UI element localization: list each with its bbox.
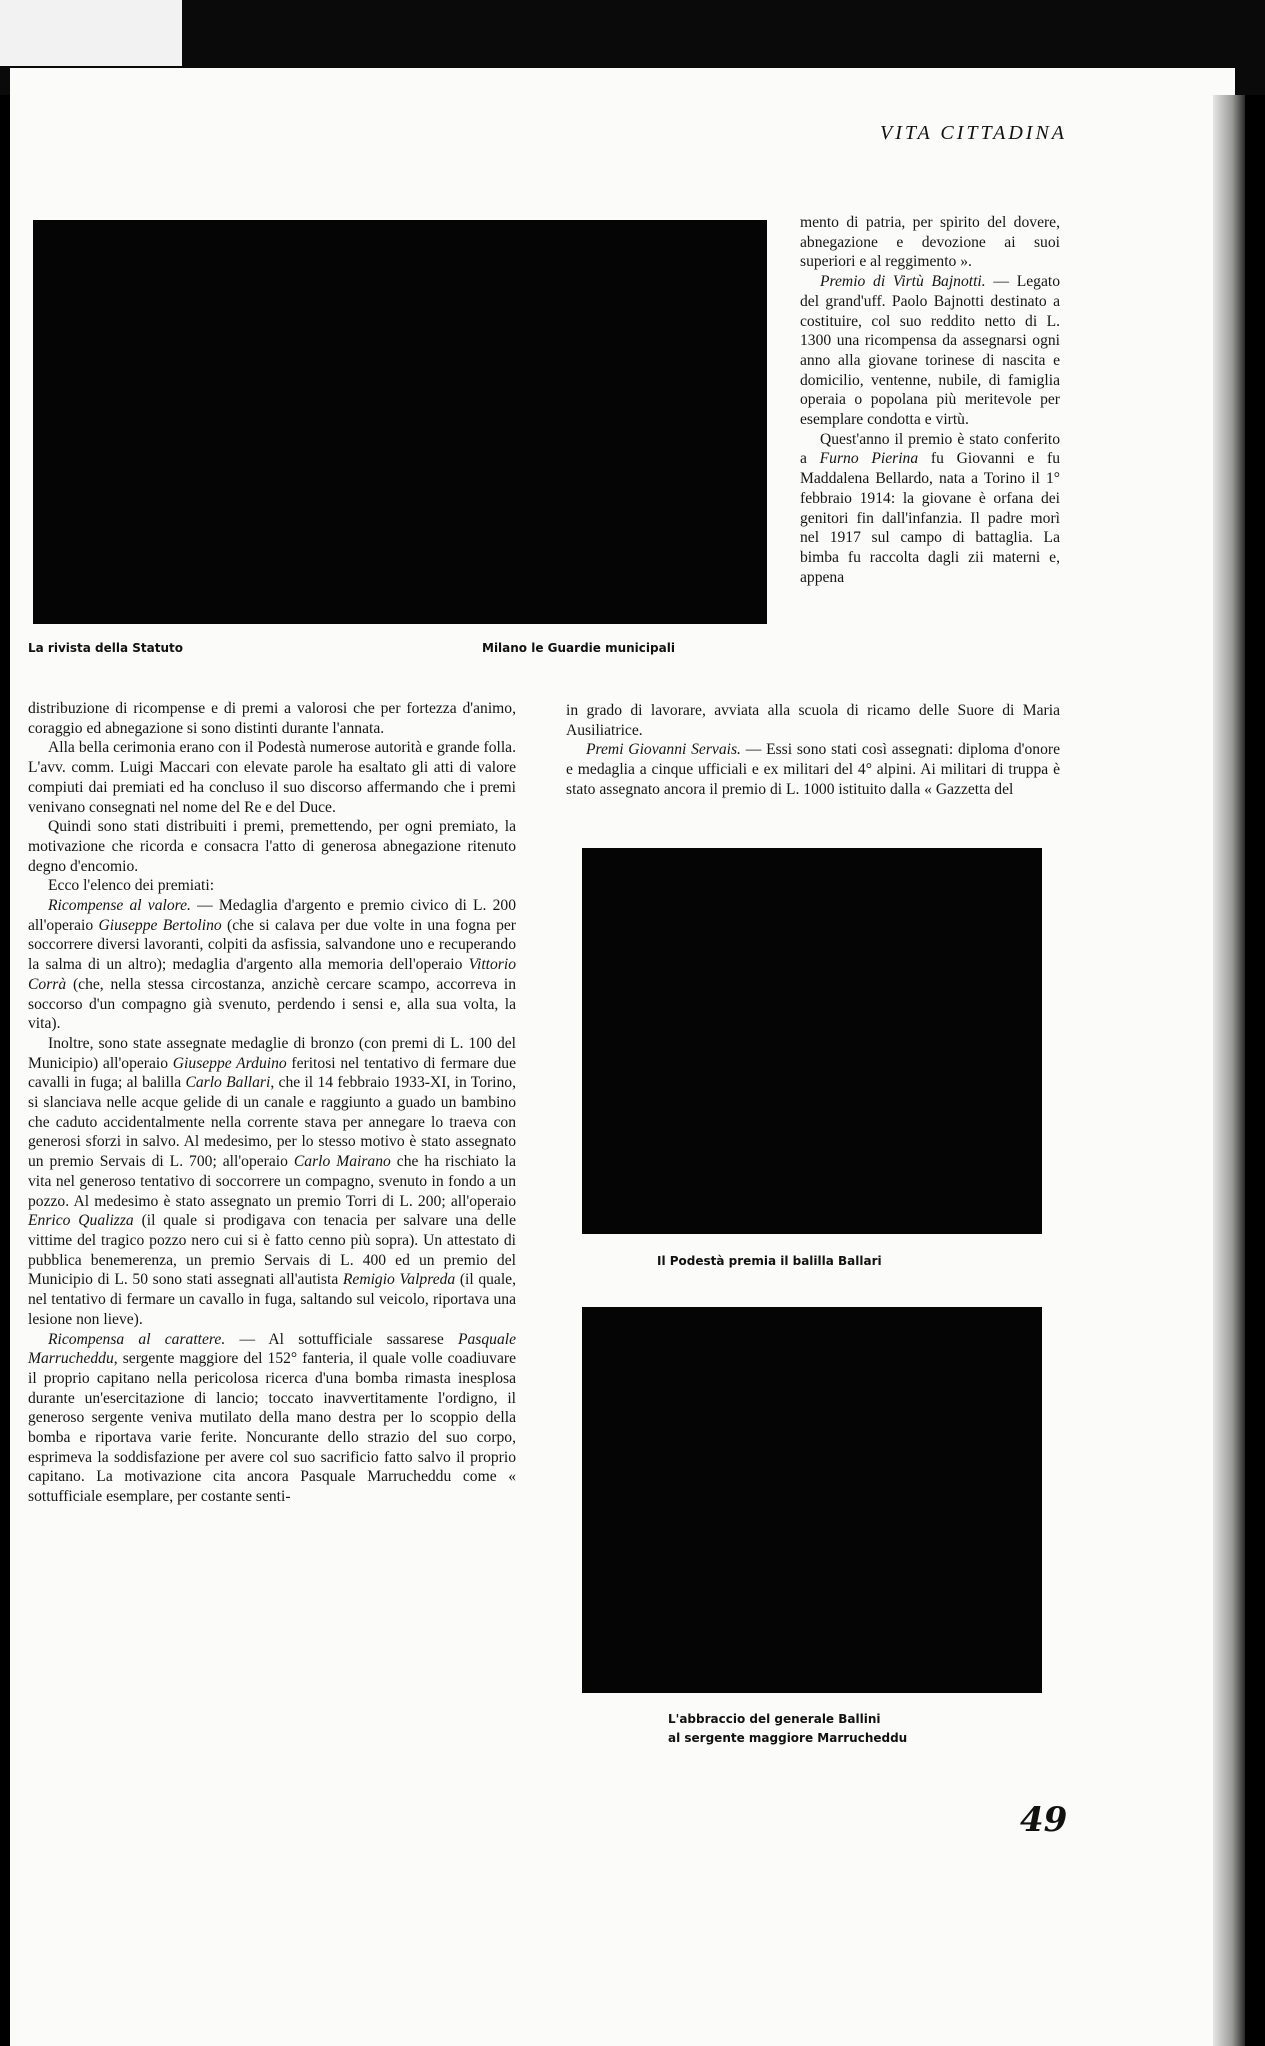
caption-photo3-line1: L'abbraccio del generale Ballini (668, 1712, 881, 1726)
paragraph (800, 272, 1060, 430)
caption-photo3-line2: al sergente maggiore Marrucheddu (668, 1731, 908, 1745)
page-number: 49 (1020, 1800, 1068, 1840)
paragraph (566, 740, 1060, 799)
person-name: Vittorio Corrà (28, 956, 516, 993)
paragraph (800, 430, 1060, 588)
page-edge (1213, 95, 1245, 2046)
paragraph-text: (il quale si prodigava con tenacia per salvare una delle vittime del tragico pozzo nero cui si è fatto cenno più sopra). Un attestato di pubblica benemerenza, un premio Servais di L. 400 ed un premio del Municipio di L. 50 sono stati assegnati all'autista (28, 1212, 516, 1289)
paragraph-text: Inoltre, sono state assegnate medaglie di bronzo (con premi di L. 100 del Municipio) all'operaio (28, 1034, 516, 1072)
photo-podesta-balilla (582, 848, 1042, 1234)
paragraph-text: (che, nella stessa circostanza, anzichè cercare scampo, accorreva in soccorso d'un compagno già svenuto, perdendo i sensi e, alla sua volta, la vita). (28, 975, 516, 1033)
person-name: Carlo Mairano (293, 1153, 391, 1171)
left-column (28, 699, 516, 1507)
prize-title: Ricompensa al carattere. (48, 1330, 226, 1348)
paragraph-text: fu Giovanni e fu Maddalena Bellardo, nata a Torino il 1° febbraio 1914: la giovane è orfana dei genitori fin dall'infanzia. Il padre morì nel 1917 sul campo di battaglia. La bimba fu raccolta dagli zii materni e, appena (800, 450, 1060, 586)
paragraph-text: — Legato del grand'uff. Paolo Bajnotti destinato a costituire, col suo reddito netto di L. 1300 una ricompensa da assegnarsi ogni anno alla giovane torinese di nascita e domicilio, ventenne, nubile, di famiglia operaia o popolana più meritevole per esemplare condotta e virtù. (800, 273, 1061, 429)
paragraph-text: , sergente maggiore del 152° fanteria, il quale volle coadiuvare il proprio capitano nella pericolosa ricerca d'una bomba rimasta inesplosa durante un'esercitazione di lancio; toccato inavvertitamente l'ordigno, il generoso sergente veniva mutilato della mano destra per lo scoppio della bomba e riportava varie ferite. Noncurante dello strazio del suo corpo, esprimeva la soddisfazione per avere col suo sacrificio fatto salvo il proprio capitano. La motivazione cita ancora Pasquale Marrucheddu come « sottufficiale esemplare, per costante senti- (28, 1350, 516, 1506)
paragraph (28, 896, 516, 1034)
paragraph-text: feritosi nel tentativo di fermare due cavalli in fuga; al balilla (28, 1054, 516, 1092)
paragraph-text: — Essi sono stati così assegnati: diploma d'onore e medaglia a cinque ufficiali e ex militari del 4° alpini. Ai militari di truppa è stato assegnato ancora il premio di L. 1000 istituito dalla « Gazzetta del (566, 741, 1060, 798)
paragraph-text: Quest'anno il premio è stato conferito a (800, 430, 1060, 468)
prize-title: Ricompense al valore. (48, 897, 191, 915)
person-name: Furno Pierina (819, 450, 919, 468)
paragraph: Quindi sono stati distribuiti i premi, premettendo, per ogni premiato, la motivazione che ricorda e consacra l'atto di generosa abnegazione ritenuto degno d'encomio. (28, 818, 516, 875)
paragraph: Alla bella cerimonia erano con il Podestà numerose autorità e grande folla. L'avv. comm. Luigi Maccari con elevate parole ha esaltato gli atti di valore compiuti dai premiati ed ha concluso il suo discorso affermando che i premi venivano consegnati nel nome del Re e del Duce. (28, 739, 516, 816)
person-name: Giuseppe Bertolino (98, 916, 222, 934)
paragraph: Ecco l'elenco dei premiati: (48, 877, 215, 895)
paragraph-text: — Medaglia d'argento e premio civico di L. 200 all'operaio (28, 897, 516, 934)
paragraph-text: — Al sottufficiale sassarese (225, 1330, 458, 1348)
paragraph-text: (il quale, nel tentativo di fermare un cavallo in fuga, saltando sul veicolo, riportava una lesione non lieve). (28, 1271, 517, 1328)
photo-general-sergeant (582, 1307, 1042, 1693)
paragraph-text: , che il 14 febbraio 1933-XI, in Torino, si slanciava nelle acque gelide di un canale e raggiunto a guado un bambino che caduto accidentalmente nella corrente stava per annegare lo traeva con generosi sforzi in salvo. Al medesimo, per lo stesso motivo è stato assegnato un premio Servais di L. 700; all'operaio (28, 1074, 517, 1171)
paragraph: mento di patria, per spirito del dovere, abnegazione e devozione ai suoi superiori e al reggimento ». (800, 214, 1060, 271)
paragraph (28, 1034, 516, 1330)
paragraph-text: (che si calava per due volte in una fogna per soccorrere diversi lavoranti, colpiti da asfissia, salvandone uno e recuperando la salma di un altro); medaglia d'argento alla memoria dell'operaio (28, 916, 516, 974)
paragraph (28, 1330, 516, 1507)
person-name: Remigio Valpreda (342, 1271, 456, 1289)
person-name: Carlo Ballari (185, 1074, 271, 1092)
prize-title: Premi Giovanni Servais. (586, 741, 741, 759)
caption-photo2: Il Podestà premia il balilla Ballari (657, 1254, 882, 1268)
caption-left: La rivista della Statuto (28, 641, 184, 655)
paragraph-text: che ha rischiato la vita nel generoso tentativo di soccorrere un compagno, svenuto in fondo a un pozzo. Al medesimo è stato assegnato un premio Torri di L. 200; all'operaio (28, 1153, 517, 1210)
person-name: Giuseppe Arduino (172, 1054, 287, 1072)
scan-tab (0, 0, 182, 66)
paragraph: in grado di lavorare, avviata alla scuola di ricamo delle Suore di Maria Ausiliatrice. (566, 702, 1060, 739)
photo-top-left (33, 220, 767, 624)
narrow-column (800, 213, 1060, 587)
person-name: Enrico Qualizza (28, 1212, 134, 1230)
prize-title: Premio di Virtù Bajnotti. (820, 273, 986, 291)
caption-right: Milano le Guardie municipali (482, 641, 675, 655)
right-column (566, 701, 1060, 800)
person-name: Pasquale Marrucheddu (28, 1330, 516, 1368)
paragraph: distribuzione di ricompense e di premi a valorosi che per fortezza d'animo, coraggio ed abnegazione si sono distinti durante l'annata. (28, 700, 516, 737)
section-header: VITA CITTADINA (880, 122, 1068, 144)
